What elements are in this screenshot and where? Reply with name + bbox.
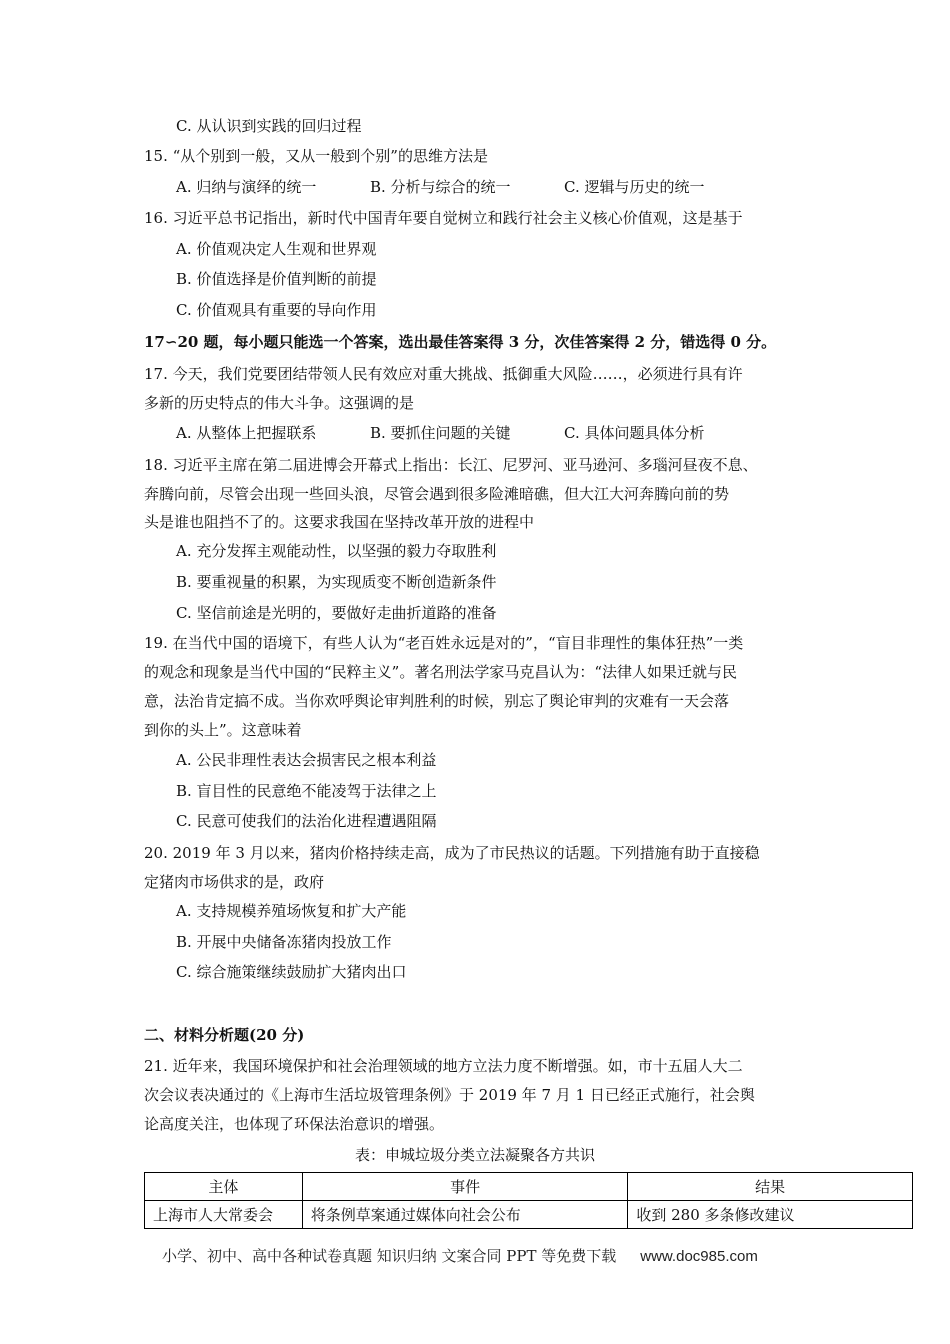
q19-stem-line1: 19. 在当代中国的语境下，有些人认为“老百姓永远是对的”，“盲目非理性的集体狂热”一类 xyxy=(144,634,744,652)
q20-option-a: A. 支持规模养殖场恢复和扩大产能 xyxy=(176,902,407,920)
q17-option-b: B. 要抓住问题的关键 xyxy=(370,424,511,442)
q21-stem-line3: 论高度关注，也体现了环保法治意识的增强。 xyxy=(144,1115,445,1133)
q15-option-c: C. 逻辑与历史的统一 xyxy=(564,178,705,196)
q21-stem-line1: 21. 近年来，我国环境保护和社会治理领域的地方立法力度不断增强。如，市十五届人大二 xyxy=(144,1057,743,1075)
table-header-event: 事件 xyxy=(302,1173,628,1201)
q16-option-a: A. 价值观决定人生观和世界观 xyxy=(176,240,377,258)
q19-option-b: B. 盲目性的民意绝不能凌驾于法律之上 xyxy=(176,782,437,800)
q16-option-c: C. 价值观具有重要的导向作用 xyxy=(176,301,377,319)
q15-options xyxy=(176,177,704,197)
q18-option-a: A. 充分发挥主观能动性，以坚强的毅力夺取胜利 xyxy=(176,542,497,560)
q18-stem-line2: 奔腾向前，尽管会出现一些回头浪，尽管会遇到很多险滩暗礁，但大江大河奔腾向前的势 xyxy=(144,485,730,503)
table-cell-event: 将条例草案通过媒体向社会公布 xyxy=(302,1201,628,1229)
q20-stem-line2: 定猪肉市场供求的是，政府 xyxy=(144,873,325,891)
q17-option-a: A. 从整体上把握联系 xyxy=(176,424,317,442)
footer-text: 小学、初中、高中各种试卷真题 知识归纳 文案合同 PPT 等免费下载 xyxy=(162,1247,617,1265)
footer xyxy=(162,1245,758,1266)
q19-stem-line3: 意，法治肯定搞不成。当你欢呼舆论审判胜利的时候，别忘了舆论审判的灾难有一天会落 xyxy=(144,692,730,710)
table-row xyxy=(145,1201,913,1229)
q16-option-b: B. 价值选择是价值判断的前提 xyxy=(176,270,377,288)
q15-stem: 15. “从个别到一般，又从一般到个别”的思维方法是 xyxy=(144,147,488,165)
section2-title: 二、材料分析题(20 分) xyxy=(144,1026,305,1044)
q17-stem-line1: 17. 今天，我们党要团结带领人民有效应对重大挑战、抵御重大风险……，必须进行具有许 xyxy=(144,365,743,383)
footer-url[interactable]: www.doc985.com xyxy=(640,1248,758,1265)
q15-option-a: A. 归纳与演绎的统一 xyxy=(176,178,317,196)
table-header-subject: 主体 xyxy=(145,1173,303,1201)
q17-stem-line2: 多新的历史特点的伟大斗争。这强调的是 xyxy=(144,394,415,412)
q14-option-c: C. 从认识到实践的回归过程 xyxy=(176,117,362,135)
q18-stem-line1: 18. 习近平主席在第二届进博会开幕式上指出：长江、尼罗河、亚马逊河、多瑙河昼夜不息、 xyxy=(144,456,758,474)
q17-option-c: C. 具体问题具体分析 xyxy=(564,424,705,442)
section-instruction: 17∽20 题，每小题只能选一个答案，选出最佳答案得 3 分，次佳答案得 2 分，错选得 0 分。 xyxy=(144,333,777,351)
q21-stem-line2: 次会议表决通过的《上海市生活垃圾管理条例》于 2019 年 7 月 1 日已经正式施行，社会舆 xyxy=(144,1086,755,1104)
q20-option-b: B. 开展中央储备冻猪肉投放工作 xyxy=(176,933,392,951)
q17-options xyxy=(176,423,704,443)
table-cell-subject: 上海市人大常委会 xyxy=(145,1201,303,1229)
table-header-result: 结果 xyxy=(628,1173,913,1201)
q18-stem-line3: 头是谁也阻挡不了的。这要求我国在坚持改革开放的进程中 xyxy=(144,513,535,531)
consensus-table xyxy=(144,1172,913,1229)
q18-option-c: C. 坚信前途是光明的，要做好走曲折道路的准备 xyxy=(176,604,497,622)
q19-stem-line2: 的观念和现象是当代中国的“民粹主义”。著名刑法学家马克昌认为：“法律人如果迁就与民 xyxy=(144,663,738,681)
table-caption: 表：申城垃圾分类立法凝聚各方共识 xyxy=(354,1146,595,1164)
q19-option-a: A. 公民非理性表达会损害民之根本利益 xyxy=(176,751,437,769)
table-header-row xyxy=(145,1173,913,1201)
table-cell-result: 收到 280 多条修改建议 xyxy=(628,1201,913,1229)
q20-option-c: C. 综合施策继续鼓励扩大猪肉出口 xyxy=(176,963,407,981)
q15-option-b: B. 分析与综合的统一 xyxy=(370,178,511,196)
q19-stem-line4: 到你的头上”。这意味着 xyxy=(144,721,302,739)
q19-option-c: C. 民意可使我们的法治化进程遭遇阻隔 xyxy=(176,812,437,830)
q16-stem: 16. 习近平总书记指出，新时代中国青年要自觉树立和践行社会主义核心价值观，这是基于 xyxy=(144,209,743,227)
q18-option-b: B. 要重视量的积累，为实现质变不断创造新条件 xyxy=(176,573,497,591)
q20-stem-line1: 20. 2019 年 3 月以来，猪肉价格持续走高，成为了市民热议的话题。下列措施有助于直接稳 xyxy=(144,844,760,862)
